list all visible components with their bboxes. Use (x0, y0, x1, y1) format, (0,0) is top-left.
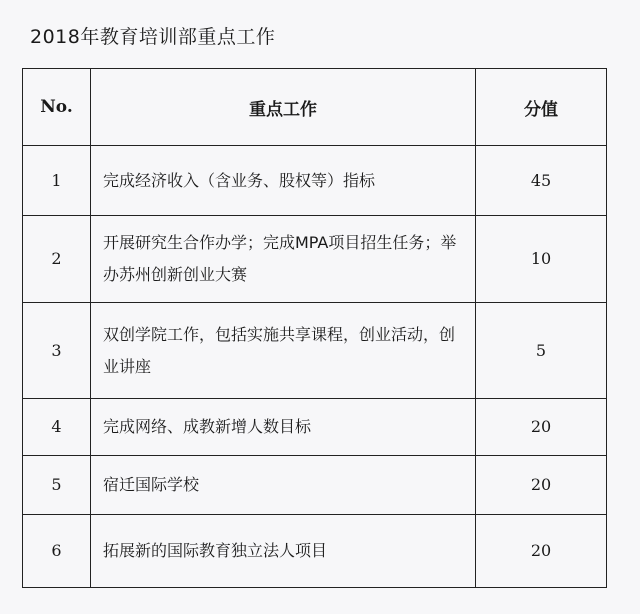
row-score: 20 (476, 515, 607, 588)
row-score: 5 (476, 303, 607, 399)
header-work: 重点工作 (91, 69, 476, 146)
row-no: 3 (23, 303, 91, 399)
key-work-table (22, 68, 607, 588)
row-work: 拓展新的国际教育独立法人项目 (91, 515, 476, 588)
row-no: 6 (23, 515, 91, 588)
row-score: 20 (476, 399, 607, 456)
row-work: 双创学院工作，包括实施共享课程，创业活动，创业讲座 (91, 303, 476, 399)
row-no: 1 (23, 146, 91, 216)
header-score: 分值 (476, 69, 607, 146)
table-row (23, 399, 607, 456)
table-row (23, 515, 607, 588)
table-row (23, 216, 607, 303)
row-score: 45 (476, 146, 607, 216)
table-header-row (23, 69, 607, 146)
header-no: No. (23, 69, 91, 146)
row-work: 宿迁国际学校 (91, 456, 476, 515)
row-score: 20 (476, 456, 607, 515)
row-work: 完成经济收入（含业务、股权等）指标 (91, 146, 476, 216)
table-row (23, 303, 607, 399)
row-score: 10 (476, 216, 607, 303)
row-no: 4 (23, 399, 91, 456)
document-title: 2018年教育培训部重点工作 (30, 26, 276, 48)
row-work: 完成网络、成教新增人数目标 (91, 399, 476, 456)
table-row (23, 146, 607, 216)
row-work: 开展研究生合作办学；完成MPA项目招生任务；举办苏州创新创业大赛 (91, 216, 476, 303)
table-row (23, 456, 607, 515)
row-no: 5 (23, 456, 91, 515)
row-no: 2 (23, 216, 91, 303)
